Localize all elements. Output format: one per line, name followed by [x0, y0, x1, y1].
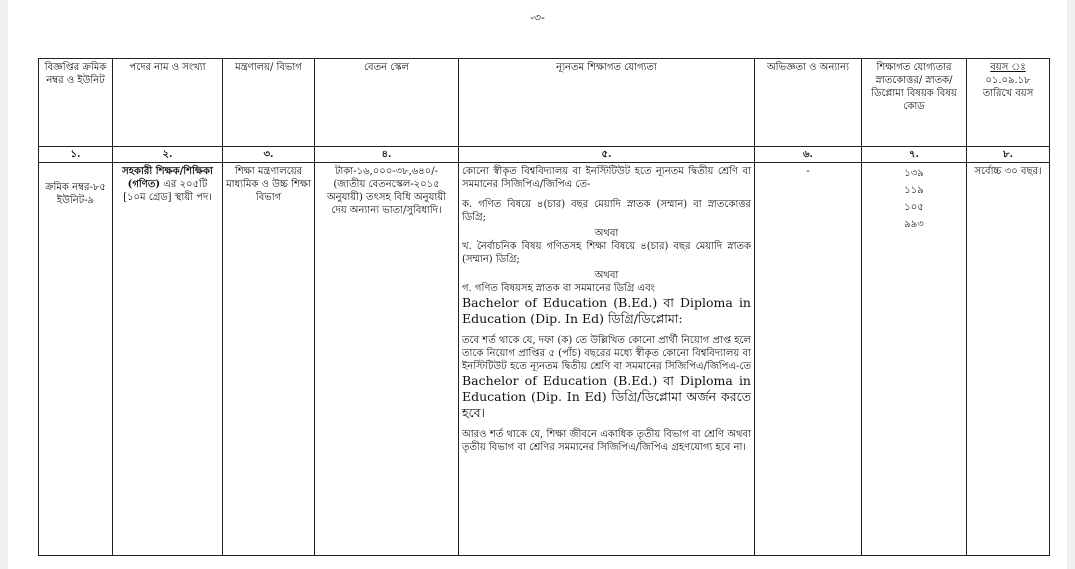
condition-first: [462, 334, 751, 421]
qualification-intro: কোনো স্বীকৃত বিশ্ববিদ্যালয় বা ইনস্টিটিউট হতে ন্যূনতম দ্বিতীয় শ্রেণি বা সমমানের সিজিপিএ/জিপিএ তে-: [462, 166, 751, 190]
or-separator: অথবা: [594, 270, 619, 281]
header-age: [967, 59, 1050, 147]
qualification-option-ga: গ. গণিত বিষয়সহ স্নাতক বা সমমানের ডিগ্রি এবং: [462, 283, 655, 294]
column-number: ৭.: [862, 147, 967, 163]
serial-unit-cell: [39, 163, 113, 556]
pay-scale-cell: টাকা-১৬,০০০-৩৮,৬৪০/- (জাতীয় বেতনস্কেল-২০১৫ অনুযায়ী) তৎসহ বিধি অনুযায়ী দেয় অন্যান্য ভাতা/সুবিধাদি।: [315, 163, 459, 556]
column-number: ৩.: [223, 147, 315, 163]
column-number: ১.: [39, 147, 113, 163]
header-pay-scale: বেতন স্কেল: [315, 59, 459, 147]
header-qualification: ন্যূনতম শিক্ষাগত যোগ্যতা: [459, 59, 755, 147]
post-name: সহকারী শিক্ষক/শিক্ষিকা (গণিত): [122, 166, 213, 190]
subject-code: ১১৯: [904, 185, 924, 196]
qualification-option-kha: খ. নৈর্বাচনিক বিষয় গণিতসহ শিক্ষা বিষয়ে ৪(চার) বছর মেয়াদি স্নাতক (সম্মান) ডিগ্রি;: [462, 241, 751, 265]
post-cell: [113, 163, 223, 556]
column-number: ৪.: [315, 147, 459, 163]
column-number: ৮.: [967, 147, 1050, 163]
header-age-title: বয়স ঃ: [990, 62, 1026, 73]
document-page: [8, 0, 1067, 569]
subject-code: ৯৯৩: [904, 219, 924, 230]
post-count: এর ২০৫টি [১০ম গ্রেড] স্থায়ী পদ।: [123, 179, 212, 203]
qualification-option-ka: ক. গণিত বিষয়ে ৪(চার) বছর মেয়াদি স্নাতক (সম্মান) বা স্নাতকোত্তর ডিগ্রি;: [462, 199, 751, 223]
subject-code-cell: [862, 163, 967, 556]
header-serial: বিজ্ঞপ্তির ক্রমিক নম্বর ও ইউনিট: [39, 59, 113, 147]
subject-code: ১০৫: [904, 202, 924, 213]
column-number-row: [39, 147, 1050, 163]
column-number: ৬.: [755, 147, 862, 163]
column-number: ৫.: [459, 147, 755, 163]
subject-code: ১৩৯: [904, 168, 924, 179]
or-separator: অথবা: [594, 228, 619, 239]
age-cell: সর্বোচ্চ ৩০ বছর।: [967, 163, 1050, 556]
condition-first-degree: Bachelor of Education (B.Ed.) বা Diploma in Education (Dip. In Ed) ডিগ্রি/ডিপ্লোমা অর্জন করতে হবে।: [462, 373, 751, 420]
header-row: [39, 59, 1050, 147]
header-post: পদের নাম ও সংখ্যা: [113, 59, 223, 147]
ministry-cell: শিক্ষা মন্ত্রণালয়ের মাধ্যমিক ও উচ্চ শিক্ষা বিভাগ: [223, 163, 315, 556]
condition-first-text: তবে শর্ত থাকে যে, দফা (ক) তে উল্লিখিত কোনো প্রার্থী নিয়োগ প্রাপ্ত হলে তাকে নিয়োগ প্রাপ্তির ৫ (পাঁচ) বছরের মধ্যে স্বীকৃত কোনো বিশ্ববিদ্যালয় বা ইনস্টিটিউট হতে ন্যূনতম দ্বিতীয় শ্রেণি বা সমমানের সিজিপিএ/জিপিএ-তে: [462, 335, 751, 372]
column-number: ২.: [113, 147, 223, 163]
qualification-option-ga-degree: Bachelor of Education (B.Ed.) বা Diploma in Education (Dip. In Ed) ডিগ্রি/ডিপ্লোমা:: [462, 295, 751, 326]
qualification-cell: [459, 163, 755, 556]
table-row: [39, 163, 1050, 556]
header-experience: অভিজ্ঞতা ও অন্যান্য: [755, 59, 862, 147]
experience-cell: -: [755, 163, 862, 556]
header-ministry: মন্ত্রণালয়/ বিভাগ: [223, 59, 315, 147]
page-number: -৩-: [530, 11, 545, 24]
recruitment-table: [38, 58, 1050, 556]
serial-unit: ক্রমিক নম্বর-৮৫ ইউনিট-৯: [45, 182, 106, 206]
header-age-rest: ০১.০৯.১৮ তারিখে বয়স: [982, 75, 1034, 99]
header-subject-code: শিক্ষাগত যোগ্যতার স্নাতকোত্তর/ স্নাতক/ ডিপ্লোমা বিষয়ক বিষয় কোড: [862, 59, 967, 147]
condition-second: আরও শর্ত থাকে যে, শিক্ষা জীবনে একাধিক তৃতীয় বিভাগ বা শ্রেণি অথবা তৃতীয় বিভাগ বা শ্রেণির সমমানের সিজিপিএ/জিপিএ গ্রহণযোগ্য হবে না।: [462, 429, 751, 453]
